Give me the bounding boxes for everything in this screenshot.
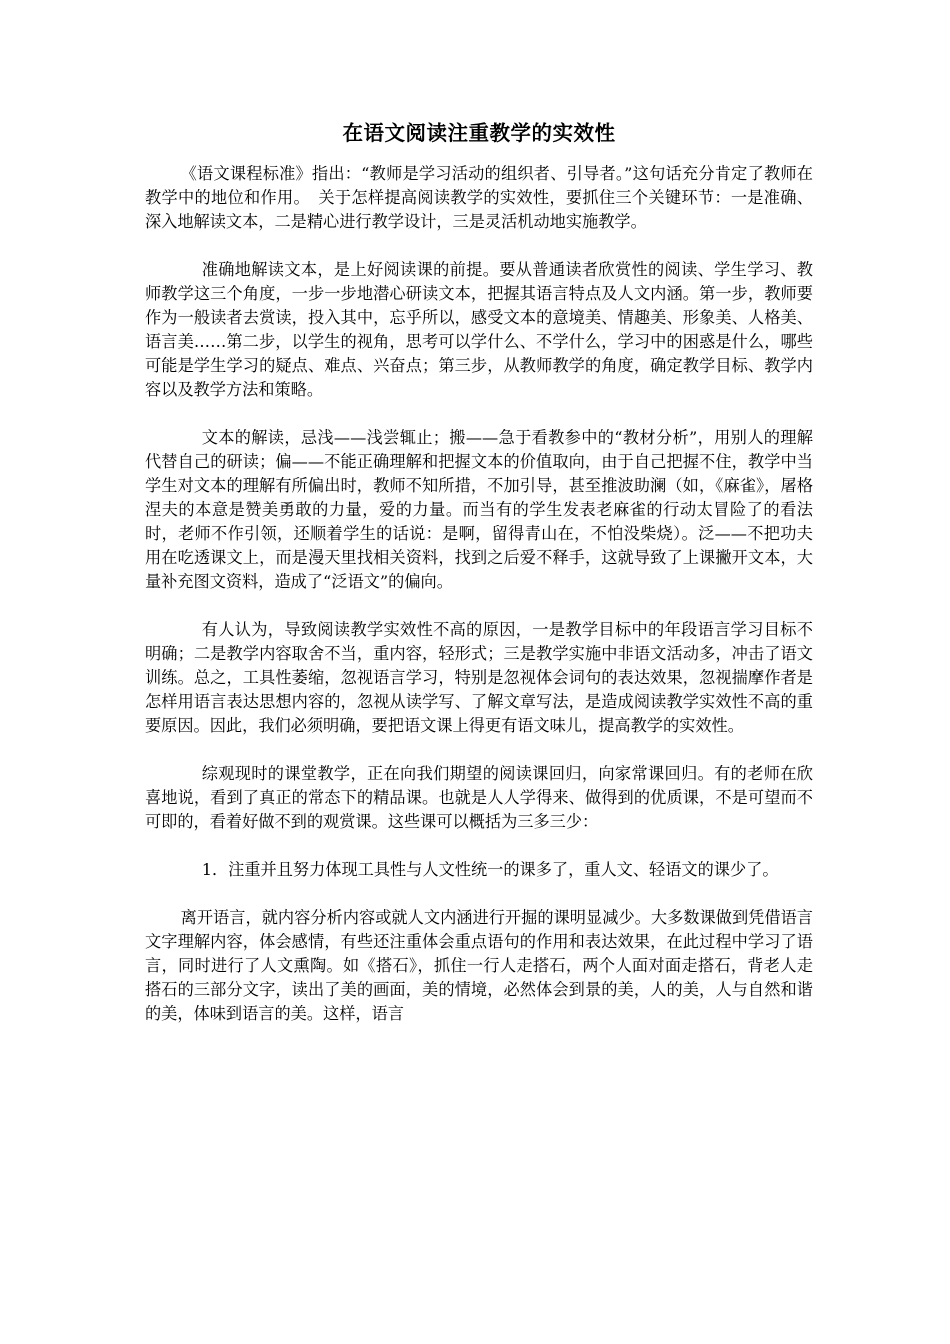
paragraph-gap (145, 882, 813, 906)
paragraph-gap (145, 402, 813, 426)
paragraph-gap (145, 594, 813, 618)
paragraph-language: 离开语言，就内容分析内容或就人文内涵进行开掘的课明显减少。大多数课做到凭借语言文字理解内容，体会感情，有些还注重体会重点语句的作用和表达效果，在此过程中学习了语言，同时进行了人文熏陶。如《搭石》，抓住一行人走搭石，两个人面对面走搭石，背老人走搭石的三部分文字，读出了美的画面，美的情境，必然体会到景的美，人的美，人与自然和谐的美，体味到语言的美。这样，语言 (145, 908, 813, 1023)
paragraph-gap (145, 738, 813, 762)
paragraph-overview: 综观现时的课堂教学，正在向我们期望的阅读课回归，向家常课回归。有的老师在欣喜地说，看到了真正的常态下的精品课。也就是人人学得来、做得到的优质课，不是可望而不可即的，看着好做不到的观赏课。这些课可以概括为三多三少： (145, 764, 813, 831)
paragraph-interpretation: 准确地解读文本，是上好阅读课的前提。要从普通读者欣赏性的阅读、学生学习、教师教学这三个角度，一步一步地潜心研读文本，把握其语言特点及人文内涵。第一步，教师要作为一般读者去赏读，投入其中，忘乎所以，感受文本的意境美、情趣美、形象美、人格美、语言美……第二步，以学生的视角，思考可以学什么、不学什么，学习中的困惑是什么，哪些可能是学生学习的疑点、难点、兴奋点；第三步，从教师教学的角度，确定教学目标、教学内容以及教学方法和策略。 (145, 260, 813, 399)
document-page (145, 118, 813, 1026)
page-title: 在语文阅读注重教学的实效性 (342, 121, 616, 145)
paragraph-gap (145, 234, 813, 258)
paragraph-causes: 有人认为，导致阅读教学实效性不高的原因，一是教学目标中的年段语言学习目标不明确；二是教学内容取舍不当，重内容，轻形式；三是教学实施中非语文活动多，冲击了语文训练。总之，工具性萎缩，忽视语言学习，特别是忽视体会词句的表达效果，忽视揣摩作者是怎样用语言表达思想内容的，忽视从读学写、了解文章写法，是造成阅读教学实效性不高的重要原因。因此，我们必须明确，要把语文课上得更有语文味儿，提高教学的实效性。 (145, 620, 813, 735)
paragraph-point-1: 1．注重并且努力体现工具性与人文性统一的课多了，重人文、轻语文的课少了。 (201, 860, 779, 879)
paragraph-pitfalls: 文本的解读，忌浅——浅尝辄止；搬——急于看教参中的“教材分析”，用别人的理解代替自己的研读；偏——不能正确理解和把握文本的价值取向，由于自己把握不住，教学中当学生对文本的理解有所偏出时，教师不知所措，不加引导，甚至推波助澜（如，《麻雀》，屠格涅夫的本意是赞美勇敢的力量，爱的力量。而当有的学生发表老麻雀的行动太冒险了的看法时，老师不作引领，还顺着学生的话说：是啊，留得青山在，不怕没柴烧）。泛——不把功夫用在吃透课文上，而是漫天里找相关资料，找到之后爱不释手，这就导致了上课撇开文本，大量补充图文资料，造成了“泛语文”的偏向。 (145, 428, 813, 591)
paragraph-gap (145, 834, 813, 858)
paragraph-intro: 《语文课程标准》指出：“教师是学习活动的组织者、引导者。”这句话充分肯定了教师在教学中的地位和作用。 关于怎样提高阅读教学的实效性，要抓住三个关键环节：一是准确、深入地解读文本，二是精心进行教学设计，三是灵活机动地实施教学。 (145, 164, 813, 231)
